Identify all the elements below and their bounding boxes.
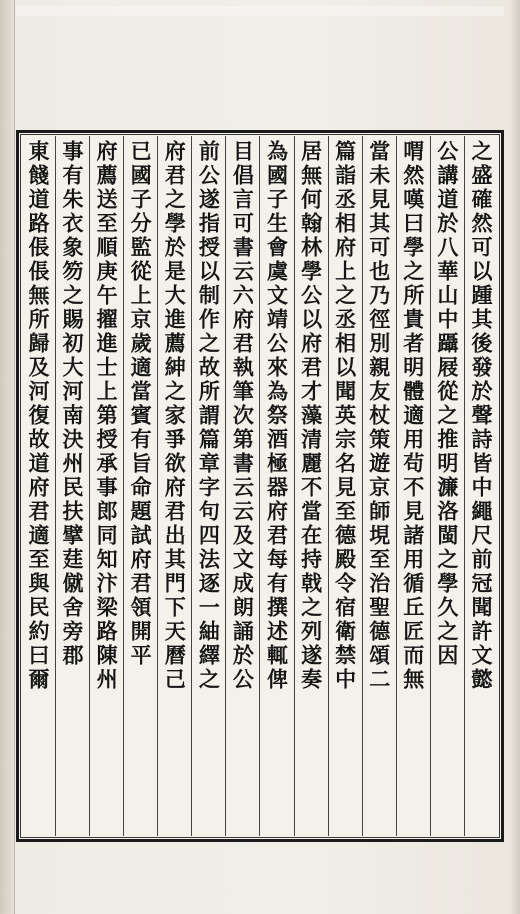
page-edge <box>510 0 520 914</box>
column-text: 東餞道路倀倀無所歸及河復故道府君適至與民約曰爾 <box>25 140 51 692</box>
column-text: 前公遂指授以制作之故所謂篇章字句四法逐一紬繹之 <box>196 140 222 692</box>
text-column <box>22 136 55 836</box>
text-column <box>55 136 89 836</box>
text-column <box>430 136 464 836</box>
column-text: 目倡言可書云六府君執筆次第書云云及文成朗誦於公 <box>230 140 256 692</box>
column-text: 居無何翰林學公以府君才藻清麗不當在持戟之列遂奏 <box>298 140 324 692</box>
text-column <box>89 136 123 836</box>
column-text: 之盛確然可以踵其後發於聲詩皆中繩尺前冠聞許文懿 <box>468 140 494 692</box>
column-text: 府薦送至順庚午擢進士上第授承事郎同知汴梁路陳州 <box>94 140 120 692</box>
text-column <box>328 136 362 836</box>
column-text: 公講道於八華山中躡屐從之推明濂洛閩之學久之因 <box>434 140 460 668</box>
column-text: 事有朱衣象笏之賜初大河南決州民扶擘莛僦舍旁郡 <box>60 140 86 668</box>
column-text: 當未見其可也乃徑別親友杖策遊京師垷至治聖德頌二 <box>366 140 392 692</box>
column-text: 府君之學於是大進薦紳之家爭欲府君出其門下天曆己 <box>162 140 188 692</box>
text-column <box>396 136 430 836</box>
text-column <box>123 136 157 836</box>
column-text: 已國子分監從上京歲適當賓有旨命題試府君領開平 <box>128 140 154 668</box>
column-text: 為國子生會虞文靖公來為祭酒極器府君每有撰述輒俾 <box>264 140 290 692</box>
column-text: 篇詣丞相府上之丞相以聞英宗名見至德殿令宿衛禁中 <box>332 140 358 692</box>
text-columns <box>22 136 498 836</box>
text-column <box>157 136 191 836</box>
column-text: 喟然嘆曰學之所貴者明體適用茍不見諸用循丘匠而無 <box>400 140 426 692</box>
book-spine <box>0 0 15 914</box>
scan-artifact <box>16 6 504 16</box>
text-column <box>259 136 293 836</box>
text-column <box>191 136 225 836</box>
text-column <box>294 136 328 836</box>
text-column <box>362 136 396 836</box>
text-column <box>464 136 498 836</box>
text-column <box>225 136 259 836</box>
